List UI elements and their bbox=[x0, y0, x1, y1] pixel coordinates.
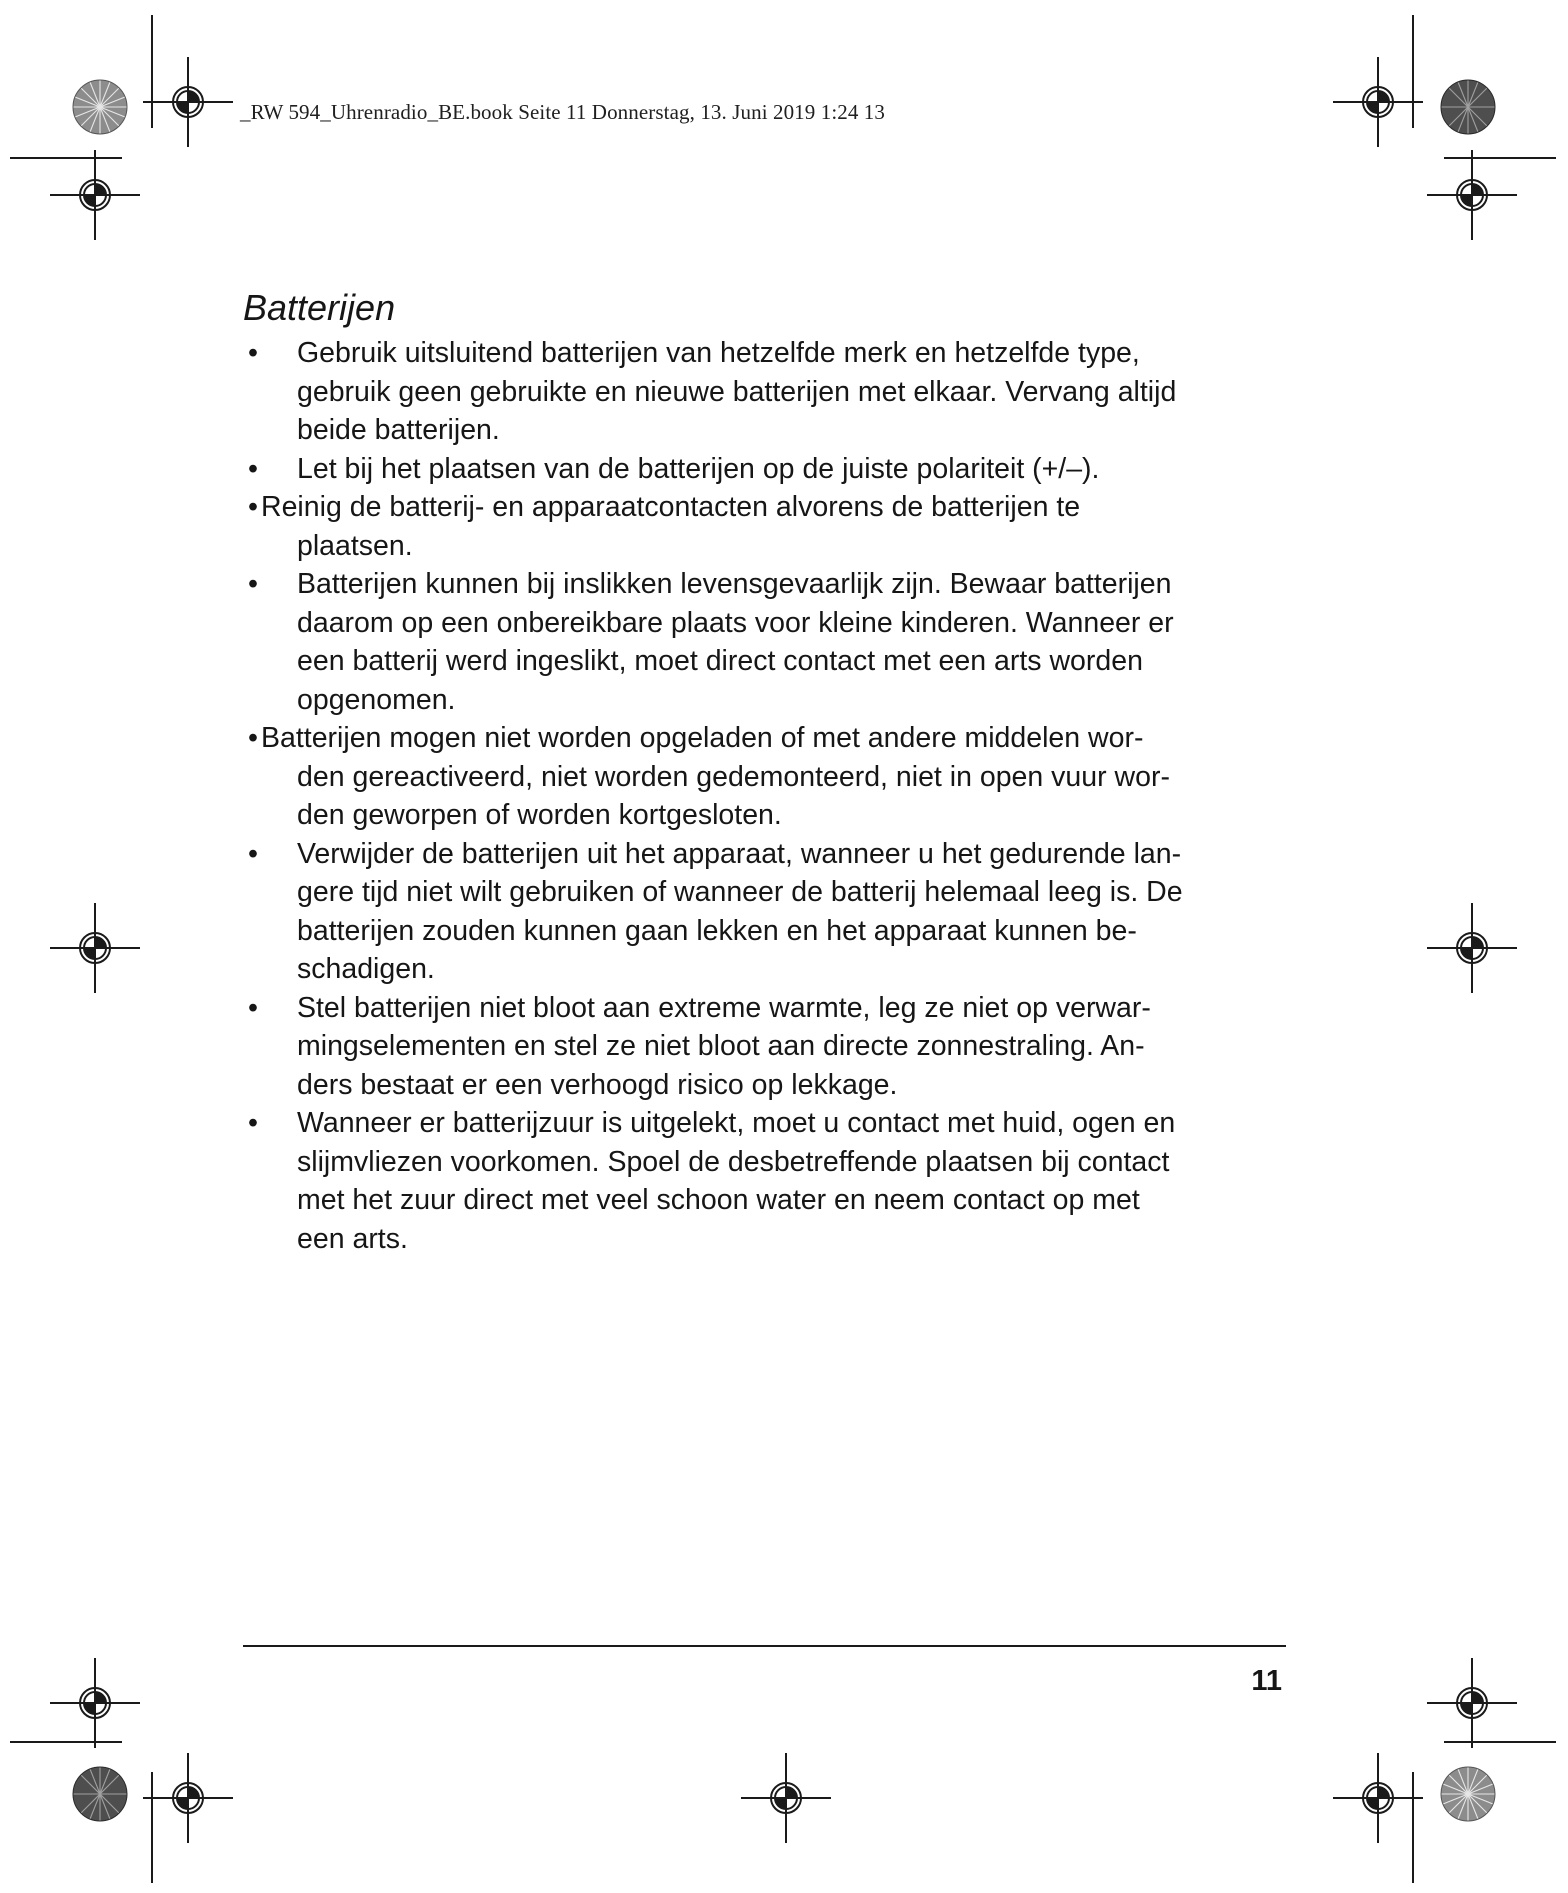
bullet-text-line: Batterijen kunnen bij inslikken levensgevaarlijk zijn. Bewaar batterijen bbox=[297, 568, 1172, 600]
list-item bbox=[243, 719, 1303, 835]
color-wheel-icon bbox=[73, 80, 127, 134]
list-item bbox=[243, 1104, 1303, 1258]
bullet-text-line: gere tijd niet wilt gebruiken of wanneer de batterij helemaal leeg is. De bbox=[297, 876, 1183, 908]
registration-target-icon bbox=[143, 1753, 233, 1843]
registration-target-icon bbox=[1427, 1658, 1517, 1748]
bullet-list bbox=[243, 334, 1303, 1258]
color-wheel-icon bbox=[73, 1767, 127, 1821]
bullet-text-line: Stel batterijen niet bloot aan extreme warmte, leg ze niet op verwar- bbox=[297, 991, 1151, 1024]
color-wheel-icon bbox=[1441, 80, 1495, 134]
bullet-text-line: batterijen zouden kunnen gaan lekken en het apparaat kunnen be- bbox=[297, 914, 1137, 947]
bullet-text-line: slijmvliezen voorkomen. Spoel de desbetreffende plaatsen bij contact bbox=[297, 1145, 1170, 1178]
registration-target-icon bbox=[1427, 150, 1517, 240]
footer-rule bbox=[243, 1645, 1286, 1647]
page-number: 11 bbox=[1251, 1665, 1282, 1697]
list-item bbox=[243, 488, 1303, 565]
bullet-marker: • bbox=[248, 337, 258, 369]
registration-target-icon bbox=[1333, 1753, 1423, 1843]
list-item bbox=[243, 565, 1303, 719]
registration-target-icon bbox=[1333, 57, 1423, 147]
bullet-text-line: den gereactiveerd, niet worden gedemonteerd, niet in open vuur wor- bbox=[297, 760, 1170, 793]
bullet-text-line: opgenomen. bbox=[297, 683, 456, 716]
bullet-marker: • bbox=[248, 722, 258, 754]
bullet-text-line: ders bestaat er een verhoogd risico op lekkage. bbox=[297, 1068, 898, 1101]
bullet-marker: • bbox=[248, 491, 258, 523]
registration-target-icon bbox=[143, 57, 233, 147]
bullet-marker: • bbox=[248, 568, 258, 600]
registration-target-icon bbox=[741, 1753, 831, 1843]
registration-target-icon bbox=[1427, 903, 1517, 993]
bullet-text-line: daarom op een onbereikbare plaats voor kleine kinderen. Wanneer er bbox=[297, 606, 1174, 639]
bullet-text-line: beide batterijen. bbox=[297, 414, 500, 446]
bullet-text-line: schadigen. bbox=[297, 953, 435, 985]
bullet-text-line: Verwijder de batterijen uit het apparaat, wanneer u het gedurende lan- bbox=[297, 837, 1182, 870]
bullet-text-line: met het zuur direct met veel schoon water en neem contact op met bbox=[297, 1184, 1140, 1216]
list-item bbox=[243, 334, 1303, 450]
bullet-marker: • bbox=[248, 837, 258, 870]
bullet-marker: • bbox=[248, 991, 258, 1024]
list-item bbox=[243, 835, 1303, 989]
bullet-marker: • bbox=[248, 1107, 258, 1139]
bullet-text-line: Wanneer er batterijzuur is uitgelekt, moet u contact met huid, ogen en bbox=[297, 1107, 1176, 1139]
registration-target-icon bbox=[50, 150, 140, 240]
list-item bbox=[243, 450, 1303, 489]
list-item bbox=[243, 989, 1303, 1105]
bullet-text-line: gebruik geen gebruikte en nieuwe batterijen met elkaar. Vervang altijd bbox=[297, 375, 1177, 408]
bullet-marker: • bbox=[248, 452, 258, 485]
bullet-text-line: een batterij werd ingeslikt, moet direct contact met een arts worden bbox=[297, 645, 1143, 677]
color-wheel-icon bbox=[1441, 1767, 1495, 1821]
print-slug-line: _RW 594_Uhrenradio_BE.book Seite 11 Donnerstag, 13. Juni 2019 1:24 13 bbox=[240, 100, 886, 124]
bullet-text-line: Reinig de batterij- en apparaatcontacten alvorens de batterijen te bbox=[261, 491, 1081, 523]
bullet-text-line: een arts. bbox=[297, 1222, 408, 1255]
page-content bbox=[243, 284, 1303, 1258]
registration-target-icon bbox=[50, 903, 140, 993]
bullet-text-line: den geworpen of worden kortgesloten. bbox=[297, 799, 782, 831]
bullet-text-line: mingselementen en stel ze niet bloot aan directe zonnestraling. An- bbox=[297, 1030, 1145, 1062]
registration-target-icon bbox=[50, 1658, 140, 1748]
bullet-text-line: Let bij het plaatsen van de batterijen op de juiste polariteit (+/–). bbox=[297, 452, 1100, 485]
bullet-text-line: Gebruik uitsluitend batterijen van hetzelfde merk en hetzelfde type, bbox=[297, 337, 1140, 369]
section-title: Batterijen bbox=[243, 287, 396, 328]
bullet-text-line: Batterijen mogen niet worden opgeladen of met andere middelen wor- bbox=[261, 722, 1144, 754]
bullet-text-line: plaatsen. bbox=[297, 529, 413, 562]
